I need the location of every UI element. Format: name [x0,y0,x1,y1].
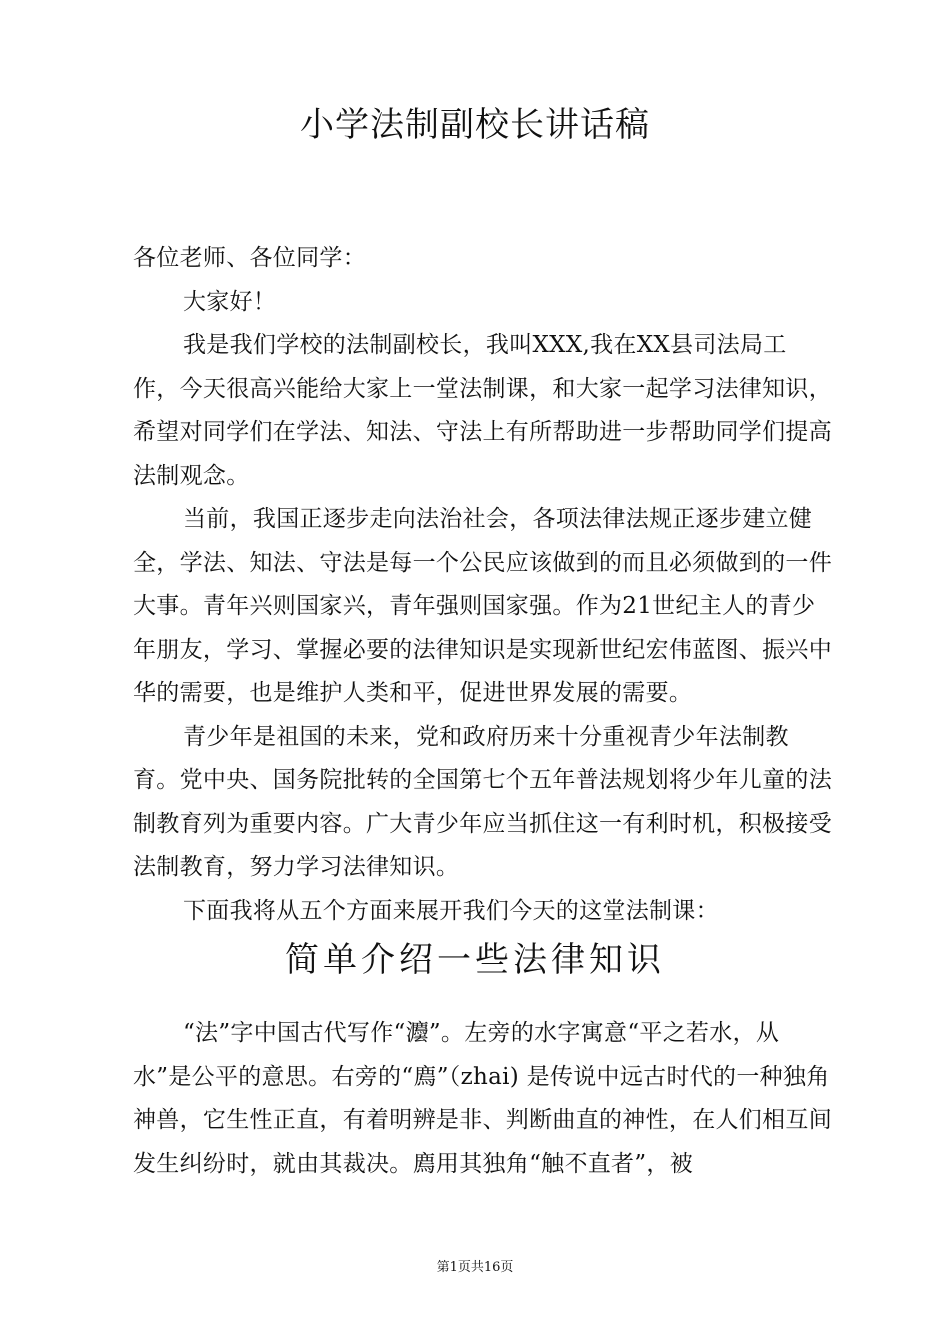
paragraph-outline: 下面我将从五个方面来展开我们今天的这堂法制课： [183,897,719,924]
greeting: 大家好！ [183,288,277,315]
section-heading: 简单介绍一些法律知识 [285,940,665,980]
paragraph-rule-of-law: 当前，我国正逐步走向法治社会，各项法律法规正逐步建立健全，学法、知法、守法是每一个公民应该做到的而且必须做到的一件大事。青年兴则国家兴，青年强则国家强。作为21世纪主人的青少年朋友，学习、掌握必要的法律知识是实现新世纪宏伟蓝图、振兴中华的需要，也是维护人类和平，促进世界发展的需要。 [133,506,832,706]
document-body [133,237,833,933]
page-number: 第1页共16页 [436,1260,514,1275]
section-body [133,1012,833,1186]
document-title: 小学法制副校长讲话稿 [300,105,650,145]
salutation: 各位老师、各位同学： [133,245,366,271]
paragraph-fa-character: “法”字中国古代写作“灋”。左旁的水字寓意“平之若水，从水”是公平的意思。右旁的“廌”（zhai) 是传说中远古时代的一种独角神兽，它生性正直，有着明辨是非、判断曲直的神性，在人们相互间发生纠纷时，就由其裁决。廌用其独角“触不直者”，被 [133,1020,832,1177]
paragraph-youth-education: 青少年是祖国的未来，党和政府历来十分重视青少年法制教育。党中央、国务院批转的全国第七个五年普法规划将少年儿童的法制教育列为重要内容。广大青少年应当抓住这一有利时机，积极接受法制教育，努力学习法律知识。 [133,723,832,880]
paragraph-intro: 我是我们学校的法制副校长，我叫XXX,我在XX县司法局工作，今天很高兴能给大家上一堂法制课，和大家一起学习法律知识，希望对同学们在学法、知法、守法上有所帮助进一步帮助同学们提高法制观念。 [133,332,832,489]
